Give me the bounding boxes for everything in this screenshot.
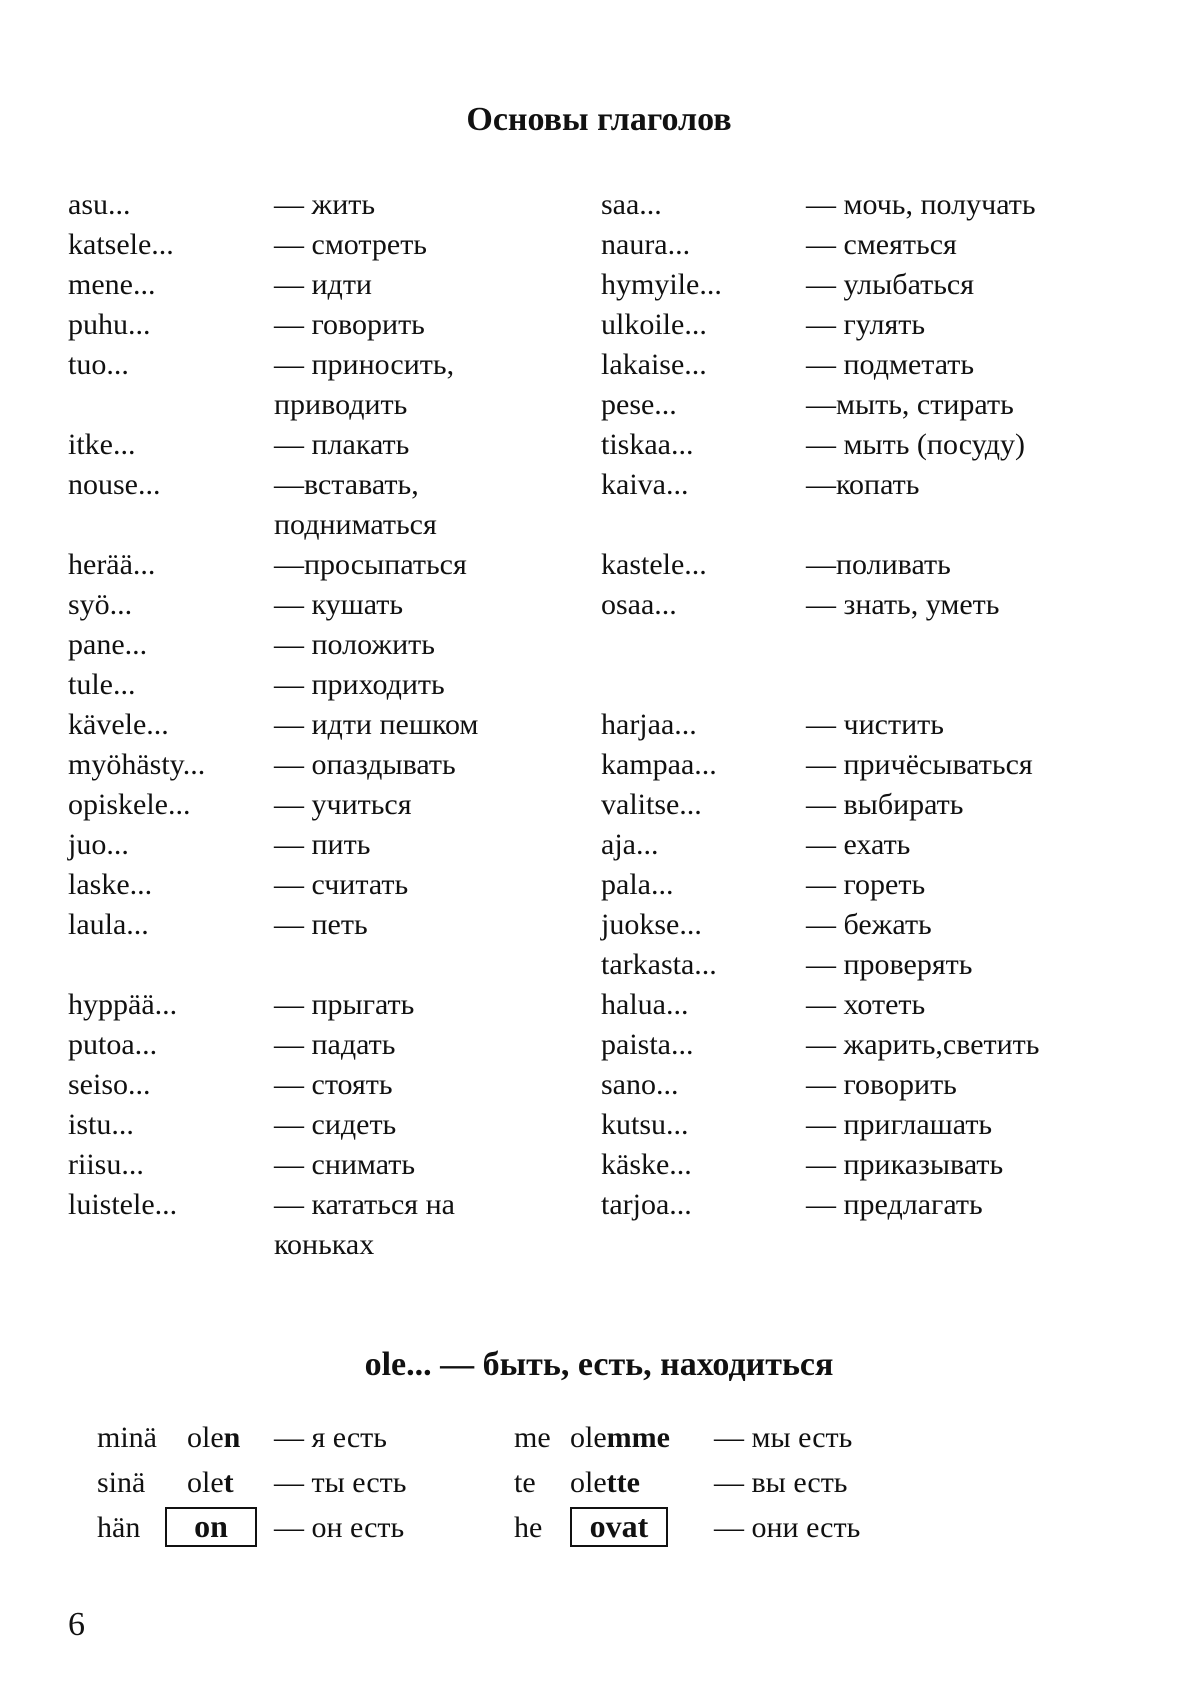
section-title: ole... — быть, есть, находиться — [364, 1346, 834, 1383]
pronoun-plural: te — [514, 1466, 536, 1499]
vocab-row — [0, 825, 1198, 865]
vocab-row — [0, 545, 1198, 585]
finnish-stem: pese... — [601, 388, 677, 421]
finnish-stem: sano... — [601, 1068, 679, 1101]
finnish-stem: tarkasta... — [601, 948, 717, 981]
finnish-stem: katsele... — [68, 228, 174, 261]
russian-translation: — гулять — [806, 308, 926, 341]
verb-stem: ole — [187, 1466, 224, 1499]
russian-translation: — чистить — [806, 708, 944, 741]
conjugation-table — [0, 1415, 1198, 1550]
finnish-stem: opiskele... — [68, 788, 191, 821]
russian-translation: — хотеть — [806, 988, 926, 1021]
vocab-row — [0, 745, 1198, 785]
russian-translation: —мыть, стирать — [806, 388, 1014, 421]
russian-translation: — петь — [274, 908, 368, 941]
finnish-stem: tuo... — [68, 348, 129, 381]
finnish-stem: kutsu... — [601, 1108, 689, 1141]
vocab-row — [0, 1185, 1198, 1225]
russian-translation: — жарить,светить — [806, 1028, 1040, 1061]
verb-ending: tte — [606, 1466, 640, 1499]
verb-form-plural — [570, 1415, 670, 1460]
finnish-stem: herää... — [68, 548, 156, 581]
vocab-row — [0, 945, 1198, 985]
verb-ending: mme — [606, 1421, 670, 1454]
vocab-row — [0, 985, 1198, 1025]
vocab-row — [0, 1065, 1198, 1105]
russian-translation: — мыть (посуду) — [806, 428, 1026, 461]
page-number: 6 — [68, 1606, 85, 1643]
russian-translation: — смеяться — [806, 228, 957, 261]
pronoun-plural: he — [514, 1511, 543, 1544]
translation-plural: — они есть — [714, 1511, 861, 1544]
russian-translation: — причёсываться — [806, 748, 1033, 781]
translation-singular: — он есть — [274, 1511, 405, 1544]
vocab-row — [0, 665, 1198, 705]
verb-form-singular — [187, 1460, 234, 1505]
verb-form-singular — [187, 1415, 240, 1460]
verb-stem: ole — [187, 1421, 224, 1454]
vocab-row — [0, 585, 1198, 625]
verb-ending: t — [223, 1466, 234, 1499]
conjugation-row — [0, 1415, 1198, 1460]
finnish-stem: puhu... — [68, 308, 151, 341]
finnish-stem: myöhästy... — [68, 748, 206, 781]
finnish-stem: naura... — [601, 228, 691, 261]
russian-translation: —просыпаться — [274, 548, 467, 581]
russian-translation: — приносить, — [274, 348, 455, 381]
verb-form-plural — [570, 1460, 640, 1505]
finnish-stem: tule... — [68, 668, 136, 701]
conjugation-row — [0, 1505, 1198, 1550]
vocab-row — [0, 265, 1198, 305]
finnish-stem: hyppää... — [68, 988, 178, 1021]
translation-singular: — ты есть — [274, 1466, 407, 1499]
verb-stem: ole — [570, 1466, 607, 1499]
finnish-stem: itke... — [68, 428, 136, 461]
russian-translation: — мочь, получать — [806, 188, 1036, 221]
finnish-stem: kastele... — [601, 548, 707, 581]
pronoun-plural: me — [514, 1421, 551, 1454]
finnish-stem: laula... — [68, 908, 149, 941]
finnish-stem: mene... — [68, 268, 156, 301]
finnish-stem: tiskaa... — [601, 428, 694, 461]
russian-translation: — кушать — [274, 588, 404, 621]
russian-translation: — жить — [274, 188, 376, 221]
translation-plural: — мы есть — [714, 1421, 853, 1454]
finnish-stem: halua... — [601, 988, 689, 1021]
russian-translation: — падать — [274, 1028, 396, 1061]
finnish-stem: ulkoile... — [601, 308, 707, 341]
vocab-row — [0, 505, 1198, 545]
finnish-stem: pala... — [601, 868, 674, 901]
vocab-row — [0, 865, 1198, 905]
russian-translation: — говорить — [274, 308, 425, 341]
finnish-stem: riisu... — [68, 1148, 144, 1181]
vocab-row — [0, 1025, 1198, 1065]
finnish-stem: juokse... — [601, 908, 702, 941]
vocab-row — [0, 625, 1198, 665]
russian-translation: —вставать, — [274, 468, 419, 501]
russian-translation: — снимать — [274, 1148, 416, 1181]
pronoun-singular: sinä — [97, 1466, 146, 1499]
russian-translation: — сидеть — [274, 1108, 397, 1141]
vocab-row — [0, 465, 1198, 505]
russian-translation: приводить — [274, 388, 408, 421]
russian-translation: — прыгать — [274, 988, 415, 1021]
finnish-stem: kampaa... — [601, 748, 717, 781]
finnish-stem: hymyile... — [601, 268, 722, 301]
page-title: Основы глаголов — [466, 101, 732, 138]
finnish-stem: asu... — [68, 188, 131, 221]
finnish-stem: seiso... — [68, 1068, 151, 1101]
russian-translation: — предлагать — [806, 1188, 983, 1221]
russian-translation: — учиться — [274, 788, 412, 821]
finnish-stem: kaiva... — [601, 468, 689, 501]
finnish-stem: käske... — [601, 1148, 692, 1181]
vocab-row — [0, 425, 1198, 465]
russian-translation: — плакать — [274, 428, 410, 461]
verb-form-singular — [187, 1505, 257, 1550]
russian-translation: — знать, уметь — [806, 588, 1000, 621]
finnish-stem: laske... — [68, 868, 153, 901]
verb-stem: ole — [570, 1421, 607, 1454]
russian-translation: — приказывать — [806, 1148, 1004, 1181]
verb-stems-list — [0, 185, 1198, 1265]
finnish-stem: saa... — [601, 188, 662, 221]
finnish-stem: kävele... — [68, 708, 169, 741]
translation-plural: — вы есть — [714, 1466, 848, 1499]
russian-translation: — пить — [274, 828, 371, 861]
russian-translation: — смотреть — [274, 228, 427, 261]
finnish-stem: juo... — [68, 828, 129, 861]
russian-translation: — проверять — [806, 948, 973, 981]
finnish-stem: syö... — [68, 588, 133, 621]
russian-translation: — стоять — [274, 1068, 393, 1101]
conjugation-row — [0, 1460, 1198, 1505]
russian-translation: — бежать — [806, 908, 932, 941]
russian-translation: — приглашать — [806, 1108, 993, 1141]
vocab-row — [0, 225, 1198, 265]
russian-translation: — считать — [274, 868, 409, 901]
vocab-row — [0, 1105, 1198, 1145]
finnish-stem: pane... — [68, 628, 148, 661]
finnish-stem: nouse... — [68, 468, 161, 501]
finnish-stem: valitse... — [601, 788, 702, 821]
vocab-row — [0, 305, 1198, 345]
russian-translation: — говорить — [806, 1068, 957, 1101]
pronoun-singular: minä — [97, 1421, 157, 1454]
russian-translation: — идти пешком — [274, 708, 479, 741]
finnish-stem: tarjoa... — [601, 1188, 692, 1221]
finnish-stem: lakaise... — [601, 348, 707, 381]
russian-translation: — идти — [274, 268, 372, 301]
finnish-stem: istu... — [68, 1108, 134, 1141]
russian-translation: подниматься — [274, 508, 437, 541]
vocab-row — [0, 345, 1198, 385]
finnish-stem: paista... — [601, 1028, 694, 1061]
finnish-stem: luistele... — [68, 1188, 178, 1221]
russian-translation: — кататься на — [274, 1188, 455, 1221]
finnish-stem: aja... — [601, 828, 659, 861]
russian-translation: —поливать — [806, 548, 951, 581]
vocab-row — [0, 705, 1198, 745]
vocab-row — [0, 785, 1198, 825]
russian-translation: — подметать — [806, 348, 975, 381]
verb-form-plural — [570, 1505, 668, 1550]
vocab-row — [0, 1225, 1198, 1265]
russian-translation: —копать — [806, 468, 920, 501]
vocab-row — [0, 905, 1198, 945]
russian-translation: коньках — [274, 1228, 375, 1261]
russian-translation: — опаздывать — [274, 748, 456, 781]
russian-translation: — положить — [274, 628, 435, 661]
russian-translation: — гореть — [806, 868, 926, 901]
vocab-row — [0, 385, 1198, 425]
finnish-stem: harjaa... — [601, 708, 697, 741]
boxed-verb-form: on — [165, 1507, 257, 1547]
vocab-row — [0, 1145, 1198, 1185]
pronoun-singular: hän — [97, 1511, 141, 1544]
finnish-stem: putoa... — [68, 1028, 158, 1061]
boxed-verb-form: ovat — [570, 1507, 668, 1547]
russian-translation: — выбирать — [806, 788, 964, 821]
russian-translation: — улыбаться — [806, 268, 975, 301]
finnish-stem: osaa... — [601, 588, 677, 621]
russian-translation: — приходить — [274, 668, 445, 701]
translation-singular: — я есть — [274, 1421, 387, 1454]
verb-ending: n — [223, 1421, 241, 1454]
vocab-row — [0, 185, 1198, 225]
russian-translation: — ехать — [806, 828, 911, 861]
